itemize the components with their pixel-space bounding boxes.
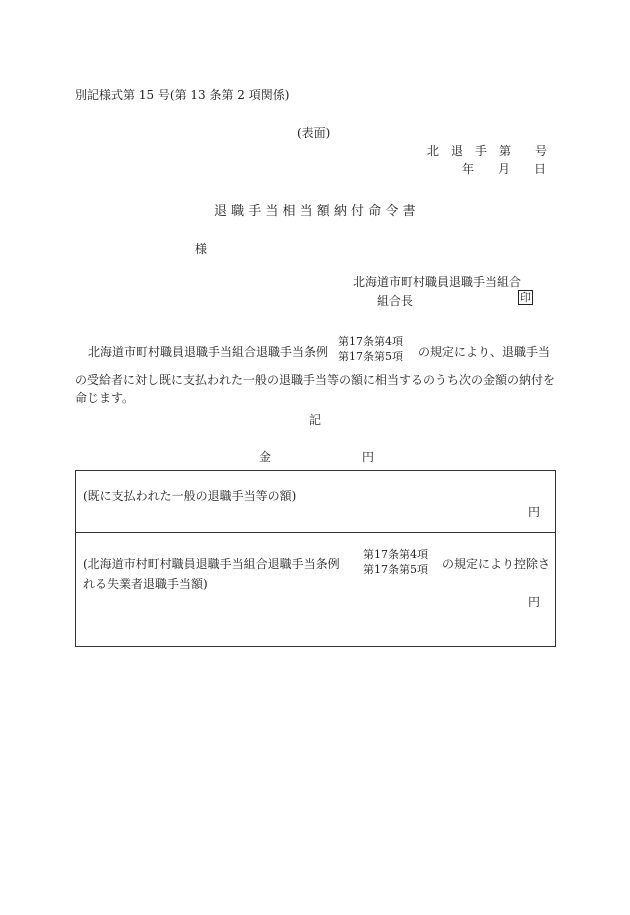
table-row2-text-b: の規定により控除さ	[442, 557, 551, 571]
table-row2-unit: 円	[528, 595, 541, 609]
issuer-position: 組合長	[377, 294, 414, 308]
law-name: 北海道市町村職員退職手当組合退職手当条例	[88, 345, 329, 359]
form-reference: 別記様式第 15 号(第 13 条第 2 項関係)	[75, 88, 290, 102]
issue-date: 年 月 日	[462, 162, 547, 176]
article-item: 第17条第5項	[338, 350, 403, 363]
article-item: 第17条第5項	[363, 563, 428, 576]
ki-label: 記	[309, 413, 322, 427]
article-item: 第17条第4項	[338, 335, 403, 348]
body-text-tail: の規定により、退職手当	[418, 345, 551, 359]
article-item: 第17条第4項	[363, 548, 428, 561]
table-divider	[76, 532, 555, 533]
seal-mark: 印	[520, 291, 531, 304]
document-title: 退 職 手 当 相 当 額 納 付 命 令 書	[214, 204, 416, 219]
addressee-suffix: 様	[195, 242, 208, 256]
amount-table	[75, 470, 556, 647]
amount-unit: 円	[362, 450, 375, 464]
table-row2-text-a: (北海道市村町村職員退職手当組合退職手当条例	[83, 557, 340, 571]
table-row2-articles	[363, 547, 428, 577]
amount-label: 金	[259, 450, 272, 464]
table-row1-text: (既に支払われた一般の退職手当等の額)	[83, 489, 297, 503]
seal-stamp	[518, 290, 533, 305]
side-label: (表面)	[297, 126, 331, 140]
article-references	[338, 334, 403, 364]
table-row2-text-c: れる失業者退職手当額)	[83, 577, 208, 591]
body-text-continuation: の受給者に対し既に支払われた一般の退職手当等の額に相当するのうち次の金額の納付を命じます。	[75, 373, 556, 405]
table-row1-unit: 円	[528, 505, 541, 519]
issuer-organization: 北海道市町村職員退職手当組合	[353, 275, 522, 289]
document-number: 北 退 手 第 号	[427, 144, 548, 158]
